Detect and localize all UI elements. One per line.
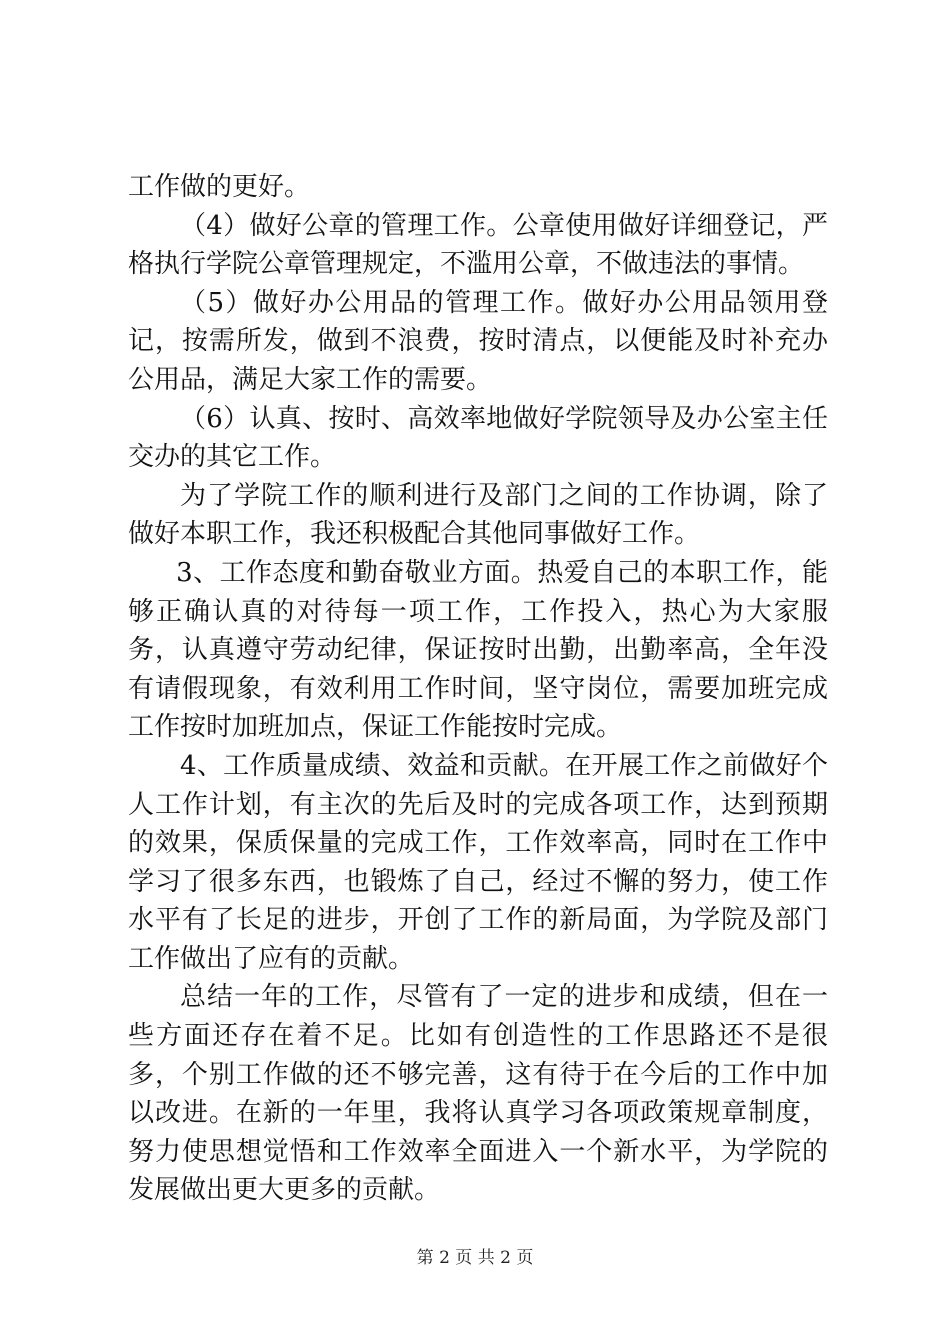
page-number-footer: 第 2 页 共 2 页 [416,1248,534,1268]
paragraph-cooperation: 为了学院工作的顺利进行及部门之间的工作协调，除了做好本职工作，我还积极配合其他同事做好工作。 [128,480,828,550]
paragraph-item-4-seal-management: （4）做好公章的管理工作。公章使用做好详细登记，严格执行学院公章管理规定，不滥用公章，不做违法的事情。 [128,210,828,280]
paragraph-item-6-other-tasks: （6）认真、按时、高效率地做好学院领导及办公室主任交办的其它工作。 [128,403,828,473]
paragraph-item-5-office-supplies: （5）做好办公用品的管理工作。做好办公用品领用登记，按需所发，做到不浪费，按时清点，以便能及时补充办公用品，满足大家工作的需要。 [128,287,828,395]
document-body [128,168,828,1210]
paragraph-summary: 总结一年的工作，尽管有了一定的进步和成绩，但在一些方面还存在着不足。比如有创造性的工作思路还不是很多，个别工作做的还不够完善，这有待于在今后的工作中加以改进。在新的一年里，我将认真学习各项政策规章制度，努力使思想觉悟和工作效率全面进入一个新水平，为学院的发展做出更大更多的贡献。 [128,982,828,1206]
paragraph-section-3-attitude: 3、工作态度和勤奋敬业方面。热爱自己的本职工作，能够正确认真的对待每一项工作，工作投入，热心为大家服务，认真遵守劳动纪律，保证按时出勤，出勤率高，全年没有请假现象，有效利用工作时间，坚守岗位，需要加班完成工作按时加班加点，保证工作能按时完成。 [128,557,828,743]
paragraph-continuation: 工作做的更好。 [128,172,311,202]
paragraph-section-4-quality: 4、工作质量成绩、效益和贡献。在开展工作之前做好个人工作计划，有主次的先后及时的完成各项工作，达到预期的效果，保质保量的完成工作，工作效率高，同时在工作中学习了很多东西，也锻炼了自己，经过不懈的努力，使工作水平有了长足的进步，开创了工作的新局面，为学院及部门工作做出了应有的贡献。 [128,750,828,974]
